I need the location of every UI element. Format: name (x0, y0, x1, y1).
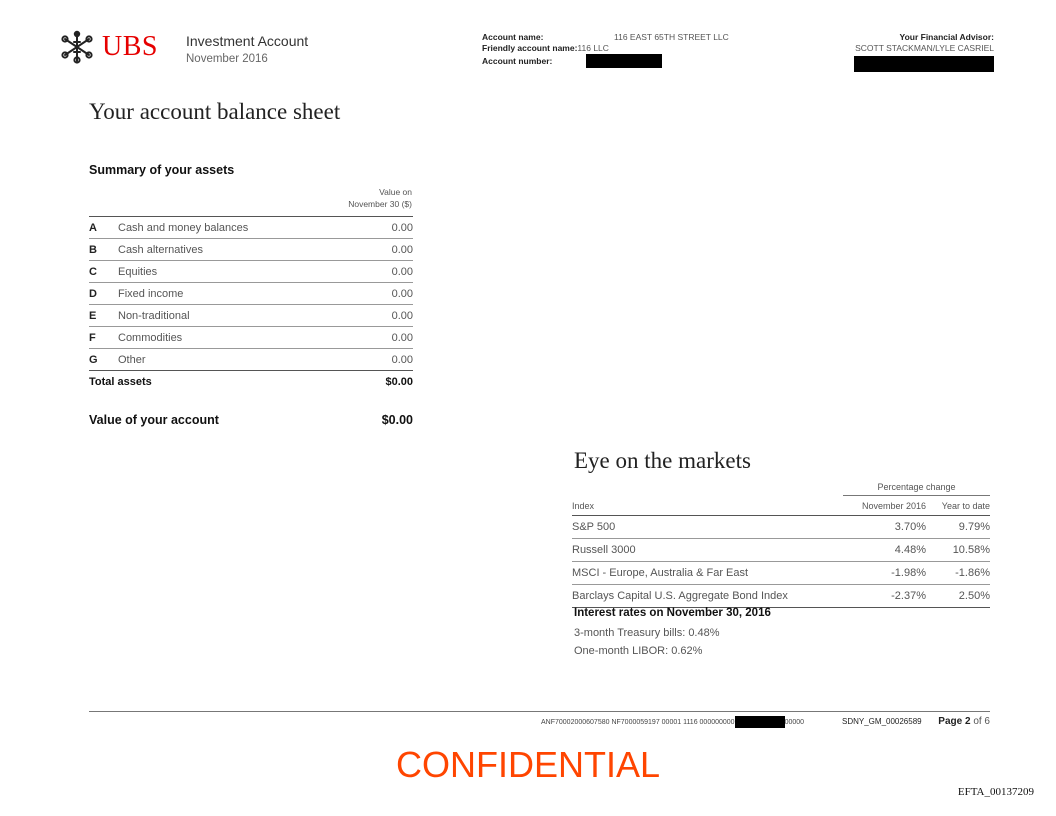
asset-letter: E (89, 309, 97, 322)
market-month-change: -2.37% (891, 590, 926, 602)
asset-value: 0.00 (391, 309, 413, 322)
market-ytd-change: 2.50% (958, 590, 990, 602)
percentage-change-header: Percentage change (843, 482, 990, 496)
ubs-keys-icon (60, 30, 94, 64)
friendly-name-value: 116 LLC (577, 43, 609, 53)
markets-header-row (572, 497, 990, 516)
asset-name: Cash alternatives (118, 243, 203, 256)
market-index-name: Russell 3000 (572, 544, 636, 556)
asset-value: 0.00 (391, 265, 413, 278)
asset-row (89, 327, 413, 349)
total-assets-label: Total assets (89, 376, 152, 388)
account-type: Investment Account (186, 33, 309, 49)
balance-sheet-title: Your account balance sheet (89, 99, 341, 124)
account-name-label: Account name: (482, 32, 544, 42)
advisor-redaction (854, 56, 994, 72)
interest-rates-title: Interest rates on November 30, 2016 (574, 607, 771, 619)
markets-title: Eye on the markets (574, 448, 751, 473)
footer-code (541, 716, 804, 728)
market-row (572, 516, 990, 539)
market-month-change: -1.98% (891, 567, 926, 579)
market-row (572, 562, 990, 585)
market-month-change: 3.70% (894, 521, 926, 533)
asset-value: 0.00 (391, 221, 413, 234)
asset-row (89, 239, 413, 261)
market-row (572, 539, 990, 562)
asset-name: Non-traditional (118, 309, 190, 322)
page-current: 2 (964, 716, 971, 727)
asset-row (89, 283, 413, 305)
asset-letter: B (89, 243, 97, 256)
footer-redaction (735, 716, 785, 728)
markets-table (572, 497, 990, 608)
asset-value: 0.00 (391, 353, 413, 366)
footer-code-suffix: 00000 (784, 718, 805, 726)
logo-text: UBS (102, 31, 158, 62)
market-ytd-change: 10.58% (952, 544, 990, 556)
ytd-column-header: Year to date (941, 501, 990, 511)
asset-name: Fixed income (118, 287, 184, 300)
bates-number: SDNY_GM_00026589 (842, 717, 922, 726)
total-assets-row (89, 370, 413, 393)
account-value-label: Value of your account (89, 413, 219, 427)
page-total: of 6 (973, 716, 990, 727)
asset-letter: F (89, 331, 96, 344)
friendly-name-label: Friendly account name: (482, 43, 578, 53)
asset-letter: C (89, 265, 97, 278)
index-column-header: Index (572, 501, 595, 511)
market-ytd-change: -1.86% (955, 567, 990, 579)
page-label: Page (938, 716, 963, 727)
ubs-logo (60, 30, 158, 64)
asset-name: Equities (118, 265, 158, 278)
libor-rate: One-month LIBOR: 0.62% (574, 645, 703, 657)
asset-value: 0.00 (391, 243, 413, 256)
account-number-redaction (586, 54, 662, 68)
account-value-amount: $0.00 (381, 413, 413, 427)
account-value-row (89, 413, 413, 427)
efta-number: EFTA_00137209 (957, 786, 1034, 798)
asset-name: Commodities (118, 331, 183, 344)
month-column-header: November 2016 (861, 501, 926, 511)
market-index-name: Barclays Capital U.S. Aggregate Bond Index (572, 590, 788, 602)
advisor-name: SCOTT STACKMAN/LYLE CASRIEL (855, 43, 994, 53)
asset-row (89, 349, 413, 370)
summary-title: Summary of your assets (89, 163, 235, 177)
asset-name: Other (118, 353, 146, 366)
asset-row (89, 305, 413, 327)
market-row (572, 585, 990, 608)
asset-letter: A (89, 221, 97, 234)
asset-value: 0.00 (391, 287, 413, 300)
account-info (482, 32, 729, 68)
financial-advisor (854, 32, 994, 75)
confidential-stamp: CONFIDENTIAL (395, 744, 661, 785)
total-assets-value: $0.00 (385, 376, 413, 388)
account-number-label: Account number: (482, 55, 553, 66)
asset-row (89, 261, 413, 283)
asset-value: 0.00 (391, 331, 413, 344)
asset-name: Cash and money balances (118, 221, 249, 234)
value-column-header (330, 186, 412, 210)
asset-row (89, 217, 413, 239)
footer-divider (89, 711, 990, 712)
market-ytd-change: 9.79% (958, 521, 990, 533)
statement-period: November 2016 (186, 53, 268, 65)
market-index-name: S&P 500 (572, 521, 616, 533)
footer-code-prefix: ANF70002000607580 NF7000059197 00001 1116 000000000 (541, 718, 735, 726)
page-number (938, 716, 990, 727)
asset-letter: D (89, 287, 97, 300)
value-column-header-1: Value on (379, 187, 412, 197)
assets-table (89, 216, 413, 393)
market-month-change: 4.48% (894, 544, 926, 556)
account-name-value: 116 EAST 65TH STREET LLC (614, 32, 729, 42)
treasury-rate: 3-month Treasury bills: 0.48% (574, 627, 720, 639)
advisor-label: Your Financial Advisor: (899, 32, 994, 42)
asset-letter: G (89, 353, 98, 366)
market-index-name: MSCI - Europe, Australia & Far East (572, 567, 749, 579)
value-column-header-2: November 30 ($) (348, 199, 412, 209)
